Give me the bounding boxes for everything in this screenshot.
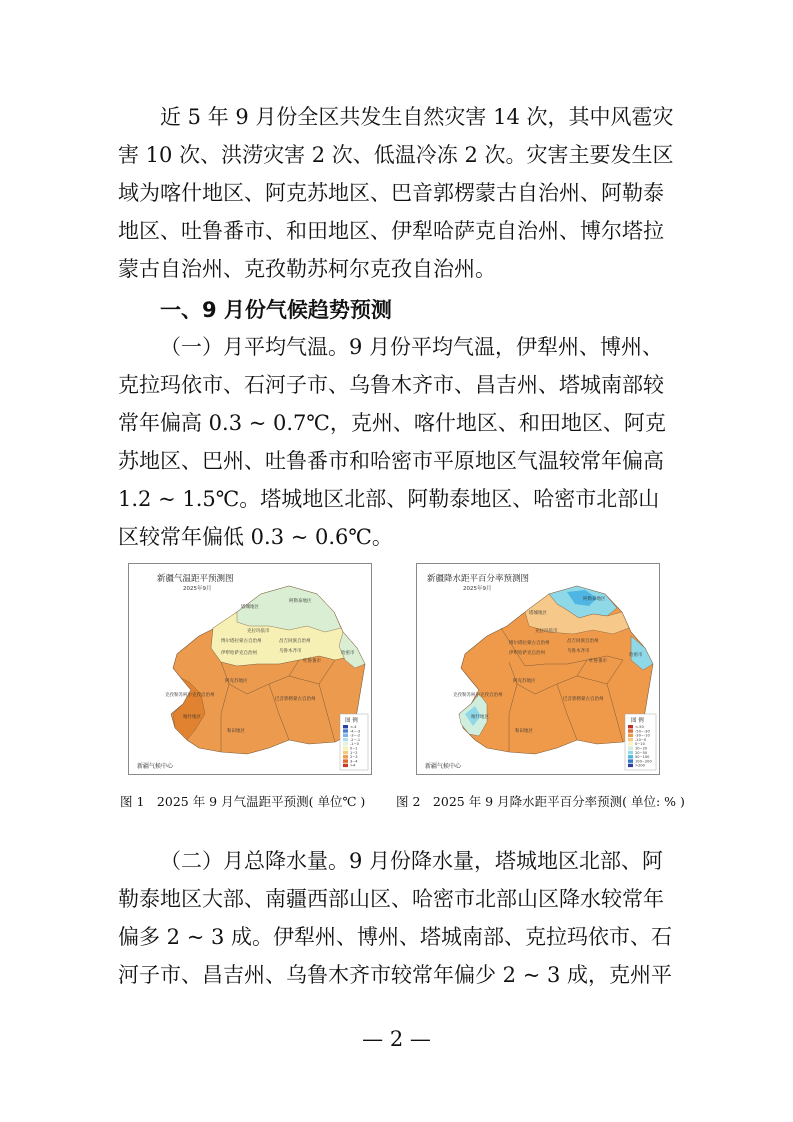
map2-title: 新疆降水距平百分率预测图: [427, 574, 530, 584]
legend-swatch: [343, 734, 348, 737]
region-label: 昌吉回族自治州: [279, 639, 311, 644]
region-label: 昌吉回族自治州: [567, 639, 599, 644]
legend-label: >200: [635, 763, 645, 768]
legend-label: 50~100: [635, 755, 650, 760]
region-label: 和田地区: [227, 729, 245, 734]
region-label: 阿勒泰地区: [583, 597, 606, 602]
legend-label: 0~1: [350, 746, 358, 751]
temperature-forecast-map: [128, 563, 372, 775]
legend-swatch: [628, 725, 633, 728]
region-label: 克拉玛依市: [247, 629, 270, 634]
legend-label: -4~-3: [350, 729, 361, 734]
legend-swatch: [628, 759, 633, 762]
region-label: 哈密市: [629, 653, 643, 658]
legend-label: <-4: [350, 725, 357, 729]
legend-label: -10~0: [635, 737, 647, 742]
region-label: 塔城地区: [241, 605, 259, 610]
legend-label: 3~4: [350, 759, 358, 764]
legend-swatch: [343, 755, 348, 758]
legend-title: 图 例: [345, 718, 358, 724]
legend-label: 1~2: [350, 750, 358, 755]
region-label: 乌鲁木齐市: [567, 649, 590, 654]
region-label: 吐鲁番市: [589, 659, 607, 664]
region-label: 巴音郭楞蒙古自治州: [563, 697, 604, 702]
region-label: 和田地区: [515, 729, 533, 734]
region-label: 乌鲁木齐市: [279, 649, 302, 654]
region-label: 阿克苏地区: [513, 679, 536, 684]
precipitation-paragraph: （二）月总降水量。9 月份降水量，塔城地区北部、阿勒泰地区大部、南疆西部山区、哈密市北部山区降水较常年偏多 2 ~ 3 成。伊犁州、博州、塔城南部、克拉玛依市、石河子市、昌吉州、乌鲁木齐市较常年偏少 2 ~ 3 成，克州平: [118, 849, 673, 987]
map2-legend: [625, 714, 656, 770]
region-label: 克孜勒苏柯尔克孜自治州: [453, 693, 503, 698]
legend-label: -2~-1: [350, 737, 361, 742]
map1-title: 新疆气温距平预测图: [157, 574, 234, 584]
legend-swatch: [343, 738, 348, 741]
region-label: 博尔塔拉蒙古自治州: [509, 641, 550, 646]
legend-swatch: [628, 742, 633, 745]
legend-label: 0~10: [635, 742, 645, 747]
section-heading: 一、9 月份气候趋势预测: [160, 298, 392, 322]
legend-swatch: [343, 759, 348, 762]
legend-swatch: [628, 734, 633, 737]
legend-label: -3~-2: [350, 733, 361, 738]
region-label: 哈密市: [341, 651, 355, 656]
legend-swatch: [343, 725, 348, 728]
legend-swatch: [343, 742, 348, 745]
map1-legend: [340, 714, 368, 770]
legend-swatch: [628, 729, 633, 732]
legend-label: -30~-10: [635, 733, 650, 738]
legend-swatch: [343, 747, 348, 750]
map1-credit: 新疆气候中心: [137, 763, 174, 770]
precipitation-forecast-map: [416, 563, 660, 775]
legend-label: 10~20: [635, 746, 648, 751]
region-label: 克孜勒苏柯尔克孜自治州: [165, 693, 215, 698]
page-number: — 2 —: [362, 1027, 431, 1051]
figure1-caption: 图 1 2025 年 9 月气温距平预测( 单位℃ ): [120, 794, 366, 809]
legend-swatch: [343, 764, 348, 767]
legend-label: -1~0: [350, 742, 359, 747]
region-label: 塔城地区: [529, 611, 547, 616]
legend-label: 20~50: [635, 750, 648, 755]
region-label: 阿勒泰地区: [289, 599, 312, 604]
legend-swatch: [343, 729, 348, 732]
temperature-paragraph: （一）月平均气温。9 月份平均气温，伊犁州、博州、克拉玛依市、石河子市、乌鲁木齐市、昌吉州、塔城南部较常年偏高 0.3 ~ 0.7℃，克州、喀什地区、和田地区、阿克苏地区、巴州、吐鲁番市和哈密市平原地区气温较常年偏高 1.2 ~ 1.5℃。塔城地区北部、阿勒泰地区、哈密市北部山区较常年偏低 0.3 ~ 0.6℃。: [118, 335, 666, 549]
region-label: 博尔塔拉蒙古自治州: [221, 639, 262, 644]
legend-label: 100~200: [635, 759, 652, 764]
legend-label: <-50: [635, 725, 644, 729]
legend-title: 图 例: [631, 718, 644, 724]
legend-swatch: [343, 751, 348, 754]
region-label: 吐鲁番市: [303, 659, 321, 664]
legend-label: 2~3: [350, 755, 358, 760]
map2-subtitle: 2025年9月: [463, 586, 492, 592]
legend-swatch: [628, 751, 633, 754]
region-label: 喀什地区: [471, 715, 489, 720]
map1-subtitle: 2025年9月: [183, 586, 212, 592]
legend-label: >4: [350, 763, 356, 768]
region-label: 巴音郭楞蒙古自治州: [275, 697, 316, 702]
region-label: 克拉玛依市: [535, 629, 558, 634]
legend-swatch: [628, 738, 633, 741]
map2-credit: 新疆气候中心: [425, 763, 462, 770]
legend-swatch: [628, 755, 633, 758]
legend-swatch: [628, 747, 633, 750]
intro-paragraph: 近 5 年 9 月份全区共发生自然灾害 14 次，其中风雹灾害 10 次、洪涝灾害 2 次、低温冷冻 2 次。灾害主要发生区域为喀什地区、阿克苏地区、巴音郭楞蒙古自治州、阿勒泰地区、吐鲁番市、和田地区、伊犁哈萨克自治州、博尔塔拉蒙古自治州、克孜勒苏柯尔克孜自治州。: [118, 105, 674, 281]
legend-swatch: [628, 764, 633, 767]
legend-label: -50~-30: [635, 729, 650, 734]
region-label: 阿克苏地区: [225, 679, 248, 684]
region-label: 喀什地区: [183, 715, 201, 720]
region-label: 伊犁哈萨克自治州: [509, 651, 545, 656]
region-label: 伊犁哈萨克自治州: [221, 651, 257, 656]
figure2-caption: 图 2 2025 年 9 月降水距平百分率预测( 单位: % ): [396, 794, 685, 809]
